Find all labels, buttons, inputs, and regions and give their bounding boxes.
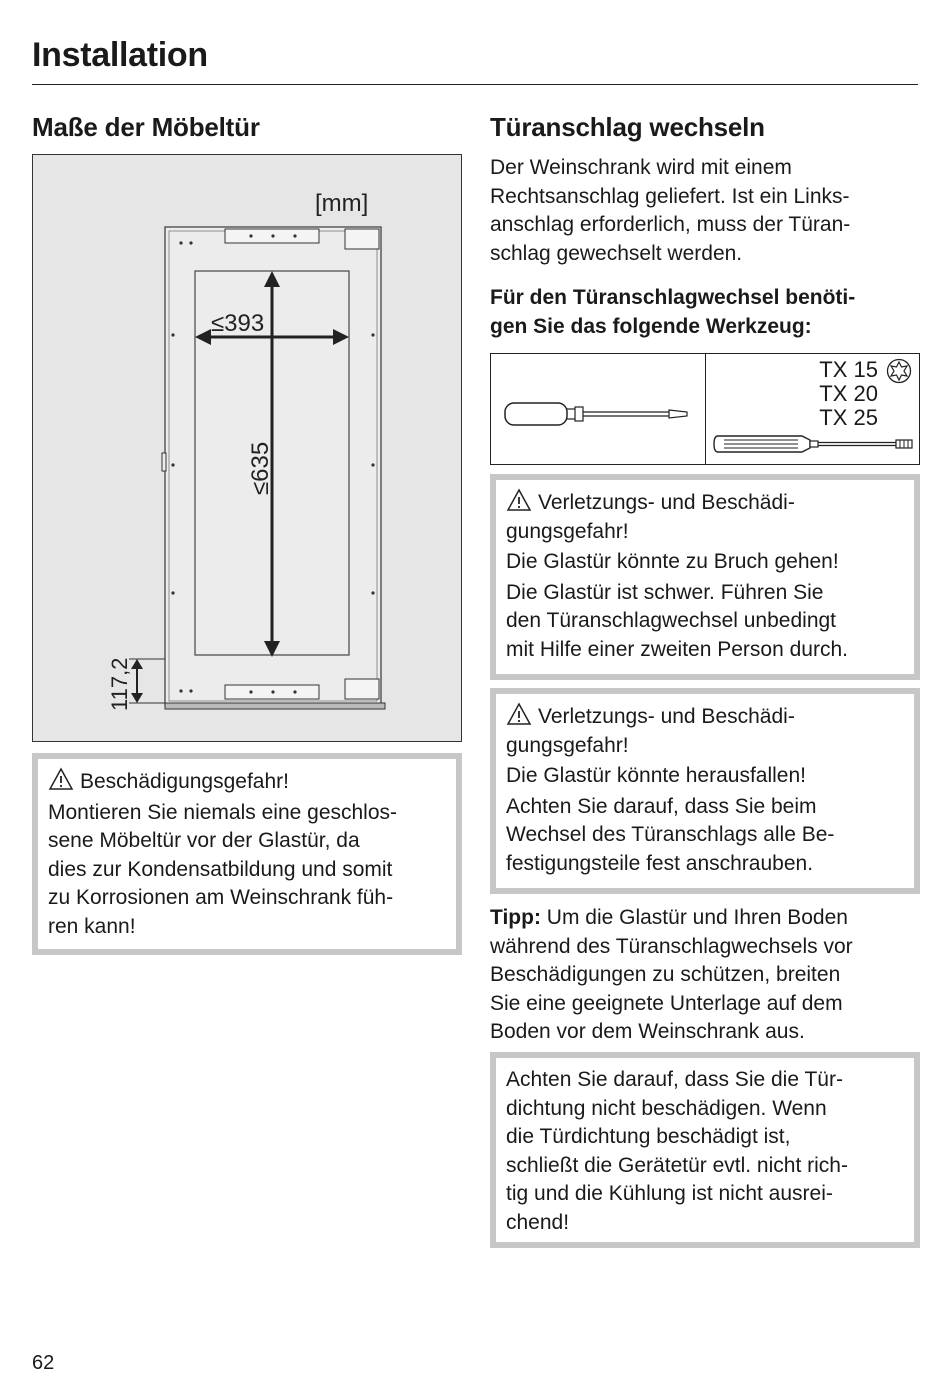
warning-text: dies zur Kondensatbildung und somit	[48, 857, 393, 881]
intro-line: Der Weinschrank wird mit einem	[490, 156, 792, 179]
tip-text: Sie eine geeignete Unterlage auf dem	[490, 991, 843, 1015]
warning-title: gungsgefahr!	[506, 733, 629, 757]
warning-triangle-icon	[506, 488, 532, 512]
warning-title: Verletzungs- und Beschädi-	[538, 491, 795, 514]
warning-triangle-icon	[48, 767, 74, 791]
torx-size-list	[819, 358, 878, 430]
tools-heading-line: Für den Türanschlagwechsel benöti-	[490, 286, 856, 309]
flat-screwdriver-cell	[491, 354, 706, 464]
door-seal-note-box	[490, 1052, 920, 1248]
flat-screwdriver-icon	[491, 354, 703, 462]
title-divider	[32, 84, 918, 85]
tools-heading-line: gen Sie das folgende Werkzeug:	[490, 314, 812, 338]
furniture-door-dimension-diagram	[32, 154, 462, 742]
tip-text: Um die Glastür und Ihren Boden	[540, 906, 848, 929]
torx-screwdriver-cell	[706, 354, 918, 464]
offset-label: 117,2	[107, 657, 132, 711]
warning-text: sene Möbeltür vor der Glastür, da	[48, 829, 360, 852]
unit-label: [mm]	[315, 190, 369, 217]
note-text: tig und die Kühlung ist nicht ausrei-	[506, 1182, 833, 1205]
intro-line: anschlag erforderlich, muss der Türan-	[490, 213, 851, 236]
page-title: Installation	[32, 36, 208, 74]
injury-warning-box-breakage	[490, 474, 920, 680]
injury-warning-box-falling	[490, 688, 920, 894]
note-text: chend!	[506, 1210, 570, 1234]
bottom-right-hinge	[345, 679, 379, 699]
warning-text: Achten Sie darauf, dass Sie beim	[506, 794, 817, 818]
torx-size: TX 15	[819, 357, 878, 382]
width-label: ≤393	[211, 310, 265, 337]
tools-heading	[490, 284, 920, 341]
torx-star-icon	[886, 358, 912, 384]
page-number: 62	[32, 1352, 55, 1374]
door-diagram-svg	[33, 155, 463, 743]
warning-text: Montieren Sie niemals eine geschlos-	[48, 800, 398, 824]
tip-text: während des Türanschlagwechsels vor	[490, 934, 853, 958]
damage-warning-box	[32, 753, 462, 955]
warning-text: mit Hilfe einer zweiten Person durch.	[506, 637, 848, 661]
warning-text: Die Glastür könnte herausfallen!	[506, 764, 806, 787]
intro-line: Rechtsanschlag geliefert. Ist ein Links-	[490, 184, 850, 208]
warning-triangle-icon	[506, 702, 532, 726]
warning-text: Die Glastür könnte zu Bruch gehen!	[506, 550, 839, 573]
warning-text: festigungsteile fest anschrauben.	[506, 851, 814, 875]
intro-line: schlag gewechselt werden.	[490, 241, 743, 265]
warning-title: Beschädigungsgefahr!	[80, 770, 289, 793]
warning-title: gungsgefahr!	[506, 519, 629, 543]
warning-text: ren kann!	[48, 914, 136, 938]
tip-text: Boden vor dem Weinschrank aus.	[490, 1020, 805, 1043]
warning-title: Verletzungs- und Beschädi-	[538, 705, 795, 728]
note-text: schließt die Gerätetür evtl. nicht rich-	[506, 1153, 848, 1177]
intro-paragraph	[490, 154, 920, 268]
section-heading-door-hinge: Türanschlag wechseln	[490, 112, 765, 142]
torx-size: TX 20	[819, 381, 878, 406]
warning-text: Die Glastür ist schwer. Führen Sie	[506, 580, 824, 604]
warning-text: den Türanschlagwechsel unbedingt	[506, 609, 837, 632]
note-text: dichtung nicht beschädigen. Wenn	[506, 1096, 827, 1120]
torx-size: TX 25	[819, 405, 878, 430]
warning-text: Wechsel des Türanschlags alle Be-	[506, 823, 835, 846]
tools-table	[490, 353, 920, 465]
top-right-hinge	[345, 229, 379, 249]
warning-text: zu Korrosionen am Weinschrank füh-	[48, 886, 394, 909]
note-text: die Türdichtung beschädigt ist,	[506, 1125, 791, 1148]
tip-paragraph	[490, 904, 920, 1047]
base-strip	[165, 703, 385, 709]
torx-screwdriver-icon	[706, 426, 918, 462]
tip-text: Beschädigungen zu schützen, breiten	[490, 963, 841, 986]
note-text: Achten Sie darauf, dass Sie die Tür-	[506, 1068, 843, 1091]
tip-label: Tipp:	[490, 906, 541, 929]
height-label: ≤635	[247, 441, 274, 495]
section-heading-furniture-door: Maße der Möbeltür	[32, 112, 260, 142]
